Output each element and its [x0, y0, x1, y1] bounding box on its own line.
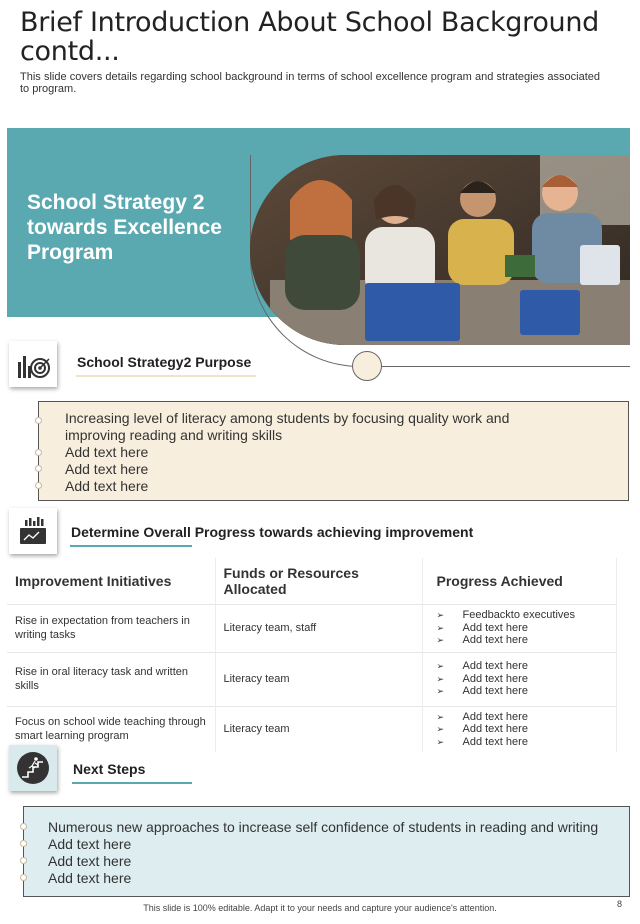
arrowhead-bullet-icon: ➢	[436, 686, 445, 697]
purpose-line: Add text here	[65, 478, 149, 494]
progress-heading: Determine Overall Progress towards achieving improvement	[71, 524, 474, 540]
progress-cell	[422, 706, 617, 752]
arrowhead-bullet-icon: ➢	[436, 724, 445, 734]
progress-item-text: Add text here	[462, 723, 528, 735]
arrowhead-bullet-icon: ➢	[436, 622, 445, 633]
funds-cell: Literacy team	[215, 652, 422, 706]
arrowhead-bullet-icon: ➢	[436, 736, 445, 747]
arrowhead-bullet-icon: ➢	[436, 661, 445, 672]
arrowhead-bullet-icon: ➢	[436, 711, 445, 722]
banner-title: School Strategy 2 towards Excellence Program	[27, 191, 222, 264]
funds-cell: Literacy team	[215, 706, 422, 752]
progress-item	[437, 634, 609, 647]
timeline-dot	[35, 465, 42, 472]
next-steps-box	[23, 806, 630, 897]
progress-item	[437, 609, 609, 622]
progress-item-text: Add text here	[462, 634, 528, 647]
timeline-dot	[35, 482, 42, 489]
purpose-line: Increasing level of literacy among students by focusing quality work and	[65, 410, 510, 426]
arrowhead-bullet-icon: ➢	[436, 610, 445, 621]
progress-item	[437, 622, 609, 635]
purpose-box	[38, 401, 629, 501]
table-row	[7, 652, 617, 706]
timeline-dot	[35, 417, 42, 424]
footer-note: This slide is 100% editable. Adapt it to your needs and capture your audience's attention.	[143, 903, 497, 913]
next-step-line: Add text here	[48, 836, 132, 852]
progress-item-text: Add text here	[462, 735, 528, 748]
page-number: 8	[616, 899, 622, 909]
column-header: Funds or Resources Allocated	[215, 558, 422, 604]
decorative-circle	[352, 351, 382, 381]
arrowhead-bullet-icon: ➢	[436, 635, 445, 646]
timeline-dot	[20, 840, 27, 847]
funds-cell: Literacy team, staff	[215, 604, 422, 652]
progress-table	[7, 558, 617, 752]
table-row	[7, 706, 617, 752]
progress-item	[437, 660, 609, 673]
progress-item-text: Add text here	[462, 672, 528, 685]
initiative-cell: Focus on school wide teaching through smart learning program	[7, 706, 215, 752]
timeline-dot	[20, 823, 27, 830]
next-icon-box	[9, 745, 57, 791]
column-header: Progress Achieved	[422, 558, 617, 604]
next-step-line: Add text here	[48, 870, 132, 886]
presentation-board-icon	[18, 516, 48, 546]
table-row	[7, 604, 617, 652]
arrowhead-bullet-icon: ➢	[436, 673, 445, 684]
progress-item	[437, 736, 609, 749]
initiative-cell: Rise in expectation from teachers in writing tasks	[7, 604, 215, 652]
progress-item-text: Add text here	[462, 685, 528, 698]
page-title: Brief Introduction About School Background contd...	[20, 7, 600, 67]
classroom-photo	[250, 155, 630, 345]
next-step-line: Numerous new approaches to increase self confidence of students in reading and writing	[48, 819, 599, 835]
purpose-line: Add text here	[65, 461, 149, 477]
progress-item-text: Add text here	[462, 621, 528, 634]
progress-item-text: Add text here	[462, 660, 528, 673]
progress-underline	[70, 545, 192, 547]
purpose-heading: School Strategy2 Purpose	[77, 354, 252, 370]
purpose-line: improving reading and writing skills	[65, 427, 283, 443]
column-header: Improvement Initiatives	[7, 558, 215, 604]
purpose-underline	[76, 375, 256, 377]
target-chart-icon	[16, 348, 50, 380]
progress-cell	[422, 604, 617, 652]
timeline-dot	[20, 857, 27, 864]
progress-item	[437, 685, 609, 698]
initiative-cell: Rise in oral literacy task and written skills	[7, 652, 215, 706]
progress-cell	[422, 652, 617, 706]
purpose-icon-box	[9, 341, 57, 387]
classroom-photo-illustration	[250, 155, 630, 345]
purpose-line: Add text here	[65, 444, 149, 460]
progress-item	[437, 723, 609, 736]
timeline-dot	[20, 874, 27, 881]
progress-icon-box	[9, 508, 57, 554]
timeline-dot	[35, 449, 42, 456]
next-steps-underline	[72, 782, 192, 784]
progress-item	[437, 711, 609, 724]
table-header-row	[7, 558, 617, 604]
progress-item-text: Feedbackto executives	[462, 609, 576, 622]
progress-item-text: Add text here	[462, 710, 528, 723]
decorative-line	[367, 366, 629, 367]
next-step-line: Add text here	[48, 853, 132, 869]
stairs-runner-icon	[16, 751, 50, 785]
next-steps-heading: Next Steps	[73, 761, 146, 777]
progress-item	[437, 673, 609, 686]
page-subtitle: This slide covers details regarding school background in terms of school excellence program and strategies associated to program.	[20, 71, 600, 95]
